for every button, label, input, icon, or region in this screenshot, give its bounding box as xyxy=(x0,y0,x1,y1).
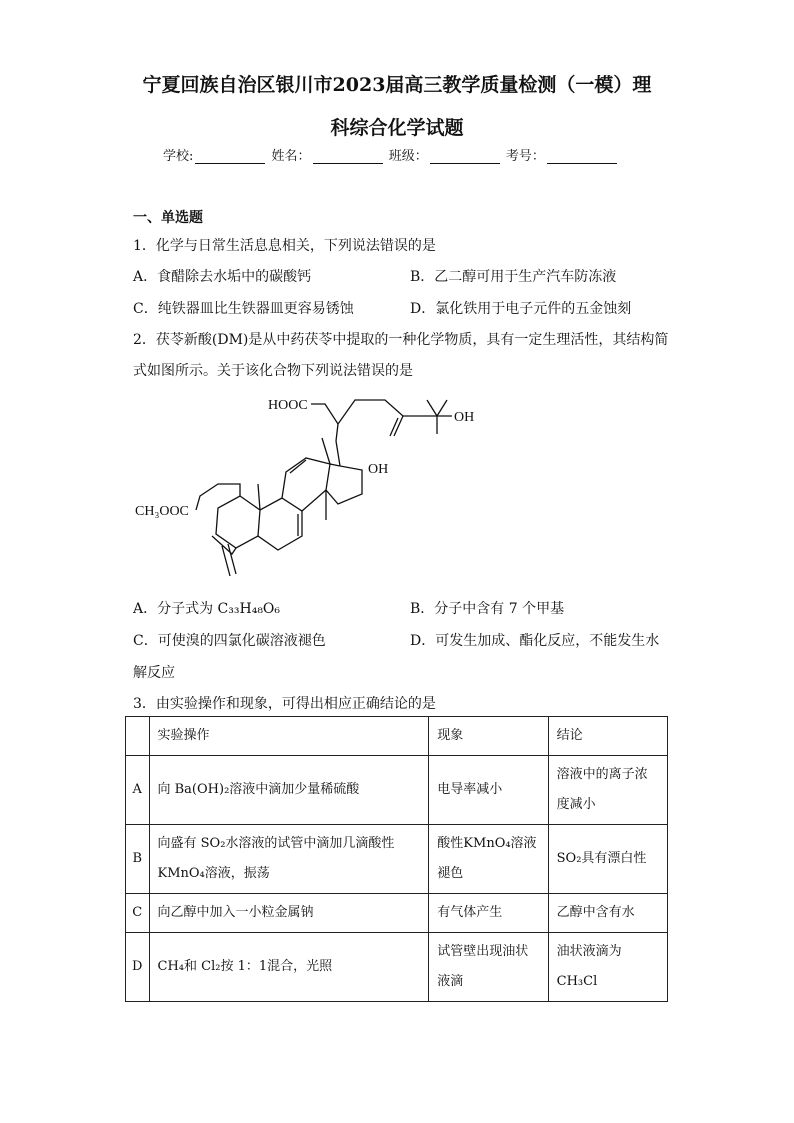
header-cell xyxy=(126,717,150,756)
conclusion-cell: 乙醇中含有水 xyxy=(548,894,667,933)
q2-option-b: B．分子中含有 7 个甲基 xyxy=(410,601,565,617)
q1-option-a: A．食醋除去水垢中的碳酸钙 xyxy=(133,269,312,285)
row-key: C xyxy=(126,894,150,933)
conclusion-cell: 溶液中的离子浓度减小 xyxy=(548,756,667,825)
ester-label: CH₃OOC xyxy=(135,504,189,519)
experiment-table xyxy=(125,716,668,1002)
q2-stem-line2: 式如图所示。关于该化合物下列说法错误的是 xyxy=(133,363,413,379)
q3-stem: 3．由实验操作和现象，可得出相应正确结论的是 xyxy=(133,696,436,712)
q1-option-b: B．乙二醇可用于生产汽车防冻液 xyxy=(410,269,617,285)
row-key: B xyxy=(126,825,150,894)
class-label: 班级： xyxy=(388,149,428,164)
operation-cell: 向乙醇中加入一小粒金属钠 xyxy=(149,894,429,933)
q2-stem-line1: 2．茯苓新酸(DM)是从中药茯苓中提取的一种化学物质，具有一定生理活性，其结构简 xyxy=(133,332,669,348)
methyl-bond xyxy=(322,438,330,464)
ring-bond xyxy=(282,458,330,511)
table-row xyxy=(126,894,668,933)
school-blank[interactable] xyxy=(195,149,265,164)
ring-bond xyxy=(258,498,302,550)
header-cell: 实验操作 xyxy=(149,717,429,756)
name-label: 姓名： xyxy=(271,149,311,164)
operation-cell: 向盛有 SO₂水溶液的试管中滴加几滴酸性KMnO₄溶液，振荡 xyxy=(149,825,429,894)
operation-cell: 向 Ba(OH)₂溶液中滴加少量稀硫酸 xyxy=(149,756,429,825)
exam-number-label: 考号： xyxy=(505,149,545,164)
isopropenyl-bond xyxy=(212,536,236,576)
row-key: D xyxy=(126,933,150,1002)
table-header-row xyxy=(126,717,668,756)
methyl-bond xyxy=(258,484,260,510)
exam-title-line2: 科综合化学试题 xyxy=(330,117,464,139)
methyl-bond xyxy=(427,400,447,434)
phenomenon-cell: 酸性KMnO₄溶液褪色 xyxy=(429,825,548,894)
side-chain-bond xyxy=(336,424,338,441)
header-cell: 现象 xyxy=(429,717,548,756)
q1-stem: 1．化学与日常生活息息相关，下列说法错误的是 xyxy=(133,238,436,254)
q1-option-c: C．纯铁器皿比生铁器皿更容易锈蚀 xyxy=(133,301,354,317)
conclusion-cell: SO₂具有漂白性 xyxy=(548,825,667,894)
table-row xyxy=(126,825,668,894)
conclusion-cell: 油状液滴为CH₃Cl xyxy=(548,933,667,1002)
name-blank[interactable] xyxy=(313,149,383,164)
phenomenon-cell: 有气体产生 xyxy=(429,894,548,933)
q2-option-d: D．可发生加成、酯化反应，不能发生水 xyxy=(410,633,660,649)
structure-diagram xyxy=(130,386,510,586)
table-row xyxy=(126,756,668,825)
student-info-fields xyxy=(163,145,619,164)
phenomenon-cell: 试管壁出现油状液滴 xyxy=(429,933,548,1002)
side-chain-bond xyxy=(311,400,452,424)
phenomenon-cell: 电导率减小 xyxy=(429,756,548,825)
class-blank[interactable] xyxy=(430,149,500,164)
operation-cell: CH₄和 Cl₂按 1：1混合，光照 xyxy=(149,933,429,1002)
school-label: 学校: xyxy=(163,149,194,164)
header-cell: 结论 xyxy=(548,717,667,756)
section-heading: 一、单选题 xyxy=(133,210,203,226)
q1-option-d: D．氯化铁用于电子元件的五金蚀刻 xyxy=(410,301,632,317)
table-row xyxy=(126,933,668,1002)
exam-title-line1: 宁夏回族自治区银川市2023届高三教学质量检测（一模）理 xyxy=(142,74,652,96)
ring-bond xyxy=(216,496,260,548)
ring-bond xyxy=(326,441,362,504)
oh-label-top: OH xyxy=(454,410,475,425)
alkene-bond xyxy=(390,416,403,436)
side-chain-bond xyxy=(196,484,240,510)
oh-label-ring: OH xyxy=(368,462,389,477)
exam-number-blank[interactable] xyxy=(547,149,617,164)
q2-option-a: A．分子式为 C₃₃H₄₈O₆ xyxy=(133,601,281,617)
row-key: A xyxy=(126,756,150,825)
hooc-label: HOOC xyxy=(268,398,308,413)
q2-option-d-cont: 解反应 xyxy=(133,665,175,681)
q2-option-c: C．可使溴的四氯化碳溶液褪色 xyxy=(133,633,326,649)
double-bond xyxy=(290,460,306,473)
